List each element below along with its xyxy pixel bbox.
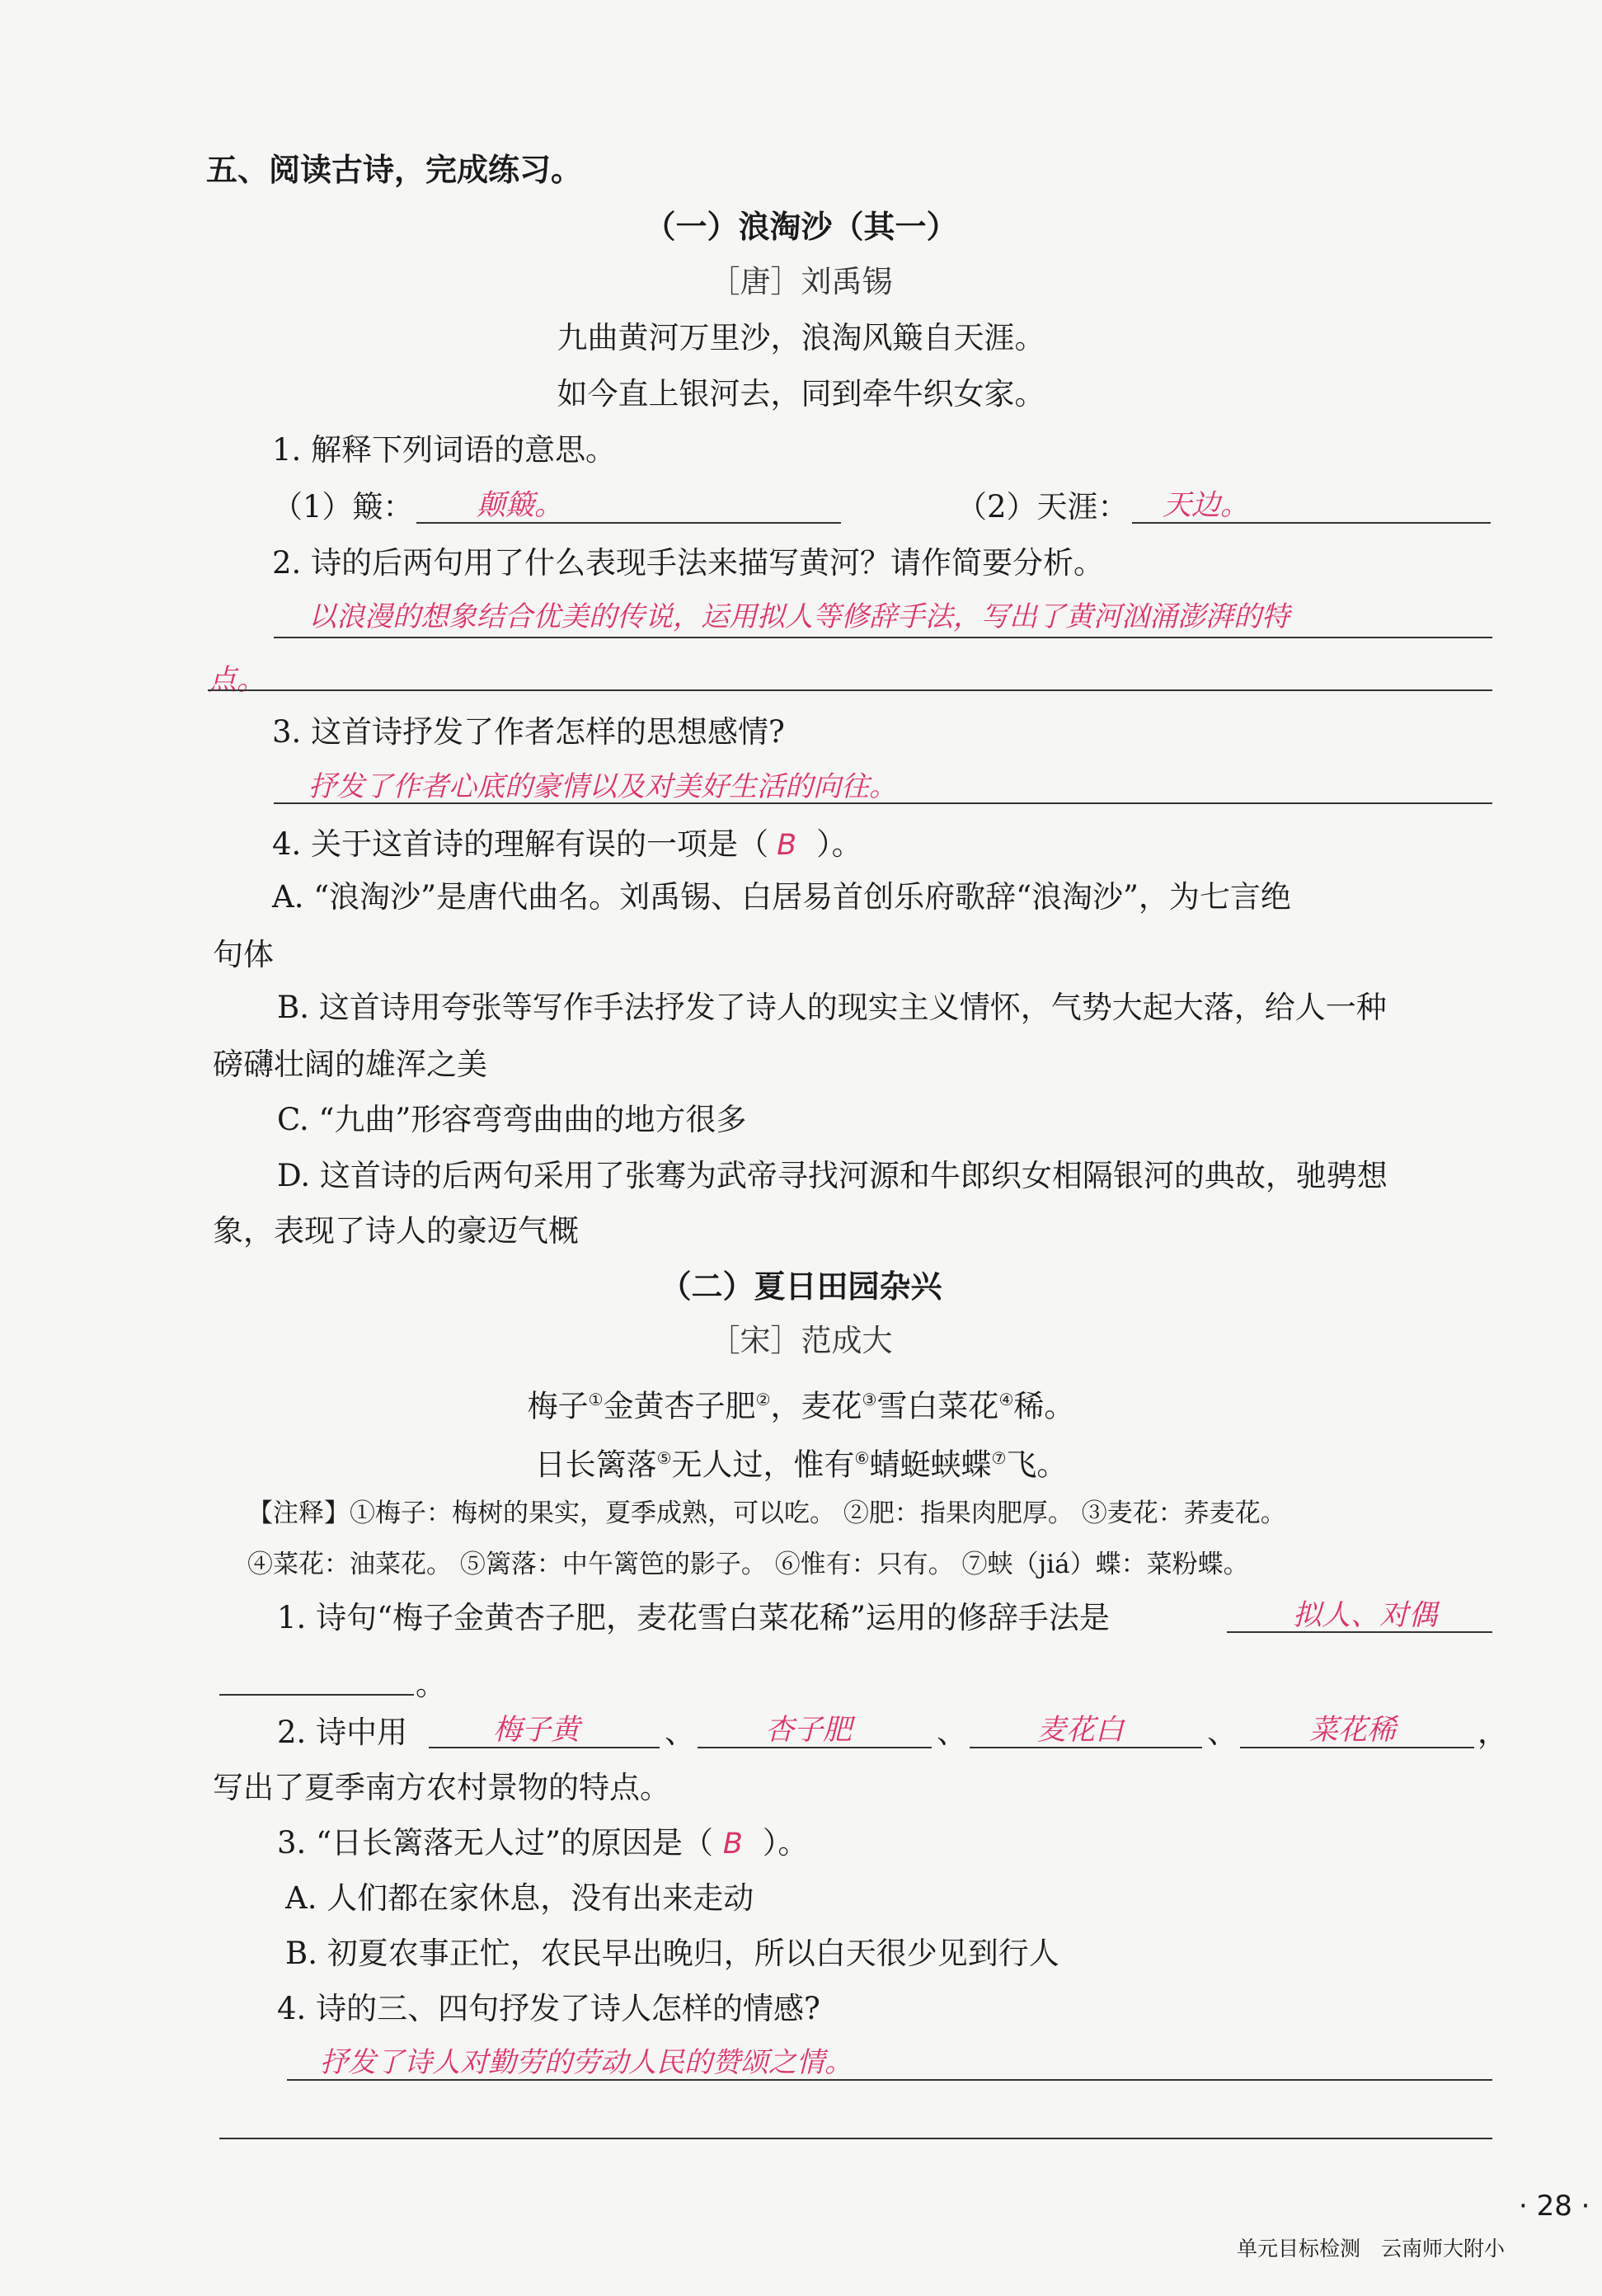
- p2-q2-sep3: 、: [1207, 1715, 1238, 1750]
- p2-q2-answer1: 梅子黄: [493, 1714, 580, 1747]
- p2-q1-answer: 拟人、对偶: [1293, 1599, 1438, 1632]
- p2-q2-end: ，: [1478, 1715, 1508, 1750]
- p1-q2-answer-line1: 以浪漫的想象结合优美的传说，运用拟人等修辞手法，写出了黄河汹涌澎湃的特: [308, 600, 1290, 633]
- p2-q3-text-before: 3. “日长篱落无人过”的原因是（: [277, 1825, 713, 1861]
- p2-q2-answer4: 菜花稀: [1309, 1714, 1397, 1747]
- p2-q1-text: 1. 诗句“梅子金黄杏子肥，麦花雪白菜花稀”运用的修辞手法是: [277, 1600, 1110, 1635]
- p1-q4-text: [272, 824, 862, 866]
- poem1-line2: 如今直上银河去，同到牵牛织女家。: [557, 376, 1045, 412]
- poem2-line1-text: ，麦花: [770, 1388, 862, 1424]
- p2-q2-answer3: 麦花白: [1037, 1714, 1125, 1747]
- poem2-line2-text: 无人过，惟有: [671, 1447, 855, 1483]
- p1-q1b-label: （2）天涯：: [956, 489, 1129, 525]
- poem1-line1: 九曲黄河万里沙，浪淘风簸自天涯。: [557, 320, 1045, 355]
- p2-q4-underline1: [287, 2079, 1492, 2081]
- p2-q3-optB: B. 初夏农事正忙，农民早出晚归，所以白天很少见到行人: [285, 1936, 1059, 1971]
- p2-q1-underline1: [1227, 1631, 1492, 1633]
- p1-q4-optA-line2: 句体: [213, 937, 274, 972]
- p1-q1a-underline: [416, 522, 841, 524]
- poem2-line2-text: 飞。: [1006, 1447, 1068, 1483]
- p1-q2-underline2: [208, 689, 1492, 691]
- p1-q2-answer-line2: 点。: [208, 664, 266, 697]
- note-marker-3: ③: [862, 1390, 877, 1409]
- p2-q2-underline1: [429, 1747, 660, 1748]
- poem2-notes-line2: ④菜花：油菜花。 ⑤篱落：中午篱笆的影子。 ⑥惟有：只有。 ⑦蛱（jiá）蝶：菜粉蝶。: [247, 1550, 1249, 1579]
- p1-q3-answer: 抒发了作者心底的豪情以及对美好生活的向往。: [308, 770, 897, 803]
- poem2-line1-text: 梅子: [527, 1388, 589, 1424]
- p1-q1a-label: （1）簸：: [272, 489, 414, 525]
- p2-q2-sep1: 、: [665, 1715, 695, 1750]
- poem2-line1-text: 雪白菜花: [876, 1388, 999, 1424]
- poem2-title: （二）夏日田园杂兴: [660, 1268, 942, 1305]
- poem2-line1-text: 稀。: [1013, 1388, 1075, 1424]
- p2-q2-line2: 写出了夏季南方农村景物的特点。: [213, 1770, 670, 1805]
- note-marker-2: ②: [755, 1390, 771, 1409]
- p1-q1b-answer: 天边。: [1163, 489, 1250, 522]
- poem2-line2: [0, 1437, 1602, 1485]
- p2-q2-underline3: [970, 1747, 1202, 1748]
- p1-q4-optD-line2: 象，表现了诗人的豪迈气概: [213, 1213, 579, 1249]
- p1-q4-optC: C. “九曲”形容弯弯曲曲的地方很多: [277, 1102, 747, 1137]
- p1-q1a-answer: 颠簸。: [477, 489, 564, 522]
- note-marker-5: ⑤: [656, 1448, 672, 1468]
- note-marker-1: ①: [588, 1390, 604, 1409]
- p2-q2-answer2: 杏子肥: [765, 1714, 853, 1747]
- p2-q4-text: 4. 诗的三、四句抒发了诗人怎样的情感?: [277, 1991, 820, 2026]
- p2-q1-tail: 。: [416, 1667, 446, 1702]
- p1-q4-answer: B: [777, 829, 797, 862]
- p1-q3-text: 3. 这首诗抒发了作者怎样的思想感情?: [272, 714, 785, 750]
- poem2-author: ［宋］范成大: [709, 1323, 893, 1358]
- p2-q4-underline2: [219, 2138, 1492, 2139]
- p2-q3-answer: B: [722, 1828, 743, 1861]
- p1-q4-optA-line1: A. “浪淘沙”是唐代曲名。刘禹锡、白居易首创乐府歌辞“浪淘沙”，为七言绝: [272, 879, 1291, 915]
- p2-q2-prefix: 2. 诗中用: [277, 1715, 408, 1750]
- p2-q3-text-after: ）。: [762, 1825, 809, 1861]
- note-marker-6: ⑥: [854, 1448, 870, 1468]
- poem1-title: （一）浪淘沙（其一）: [644, 209, 958, 245]
- p1-q4-text-after: ）。: [816, 826, 862, 862]
- footer-text: 单元目标检测 云南师大附小: [1237, 2237, 1506, 2261]
- poem2-line1-text: 金黄杏子肥: [603, 1388, 756, 1424]
- note-marker-7: ⑦: [991, 1448, 1007, 1468]
- p2-q3-optA: A. 人们都在家休息，没有出来走动: [285, 1880, 754, 1916]
- p1-q2-underline1: [274, 637, 1492, 638]
- p2-q3-text: [277, 1823, 808, 1865]
- p1-q4-text-before: 4. 关于这首诗的理解有误的一项是（: [272, 826, 769, 862]
- poem1-author: ［唐］刘禹锡: [709, 264, 893, 299]
- p1-q2-text: 2. 诗的后两句用了什么表现手法来描写黄河？请作简要分析。: [272, 545, 1105, 581]
- p2-q1-underline2: [219, 1694, 414, 1696]
- p2-q2-sep2: 、: [937, 1715, 967, 1750]
- p1-q4-optB-line1: B. 这首诗用夸张等写作手法抒发了诗人的现实主义情怀，气势大起大落，给人一种: [277, 990, 1387, 1025]
- note-marker-4: ④: [998, 1390, 1014, 1409]
- p1-q4-optB-line2: 磅礴壮阔的雄浑之美: [213, 1047, 487, 1082]
- p2-q2-underline4: [1240, 1747, 1474, 1748]
- p1-q1b-underline: [1132, 522, 1491, 524]
- p1-q3-underline: [274, 802, 1492, 804]
- p1-q1-text: 1. 解释下列词语的意思。: [272, 432, 617, 468]
- p1-q4-optD-line1: D. 这首诗的后两句采用了张骞为武帝寻找河源和牛郎织女相隔银河的典故，驰骋想: [277, 1158, 1388, 1193]
- poem2-notes-line1: 【注释】①梅子：梅树的果实，夏季成熟，可以吃。 ②肥：指果肉肥厚。 ③麦花：荞麦花。: [247, 1499, 1286, 1528]
- poem2-line2-text: 蜻蜓蛱蝶: [869, 1447, 992, 1483]
- poem2-line2-text: 日长篱落: [534, 1447, 657, 1483]
- p2-q4-answer: 抒发了诗人对勤劳的劳动人民的赞颂之情。: [320, 2046, 853, 2079]
- page-number: · 28 ·: [1519, 2190, 1590, 2223]
- poem2-line1: [0, 1379, 1602, 1427]
- p2-q2-underline2: [698, 1747, 932, 1748]
- section-title: 五、阅读古诗，完成练习。: [206, 152, 583, 188]
